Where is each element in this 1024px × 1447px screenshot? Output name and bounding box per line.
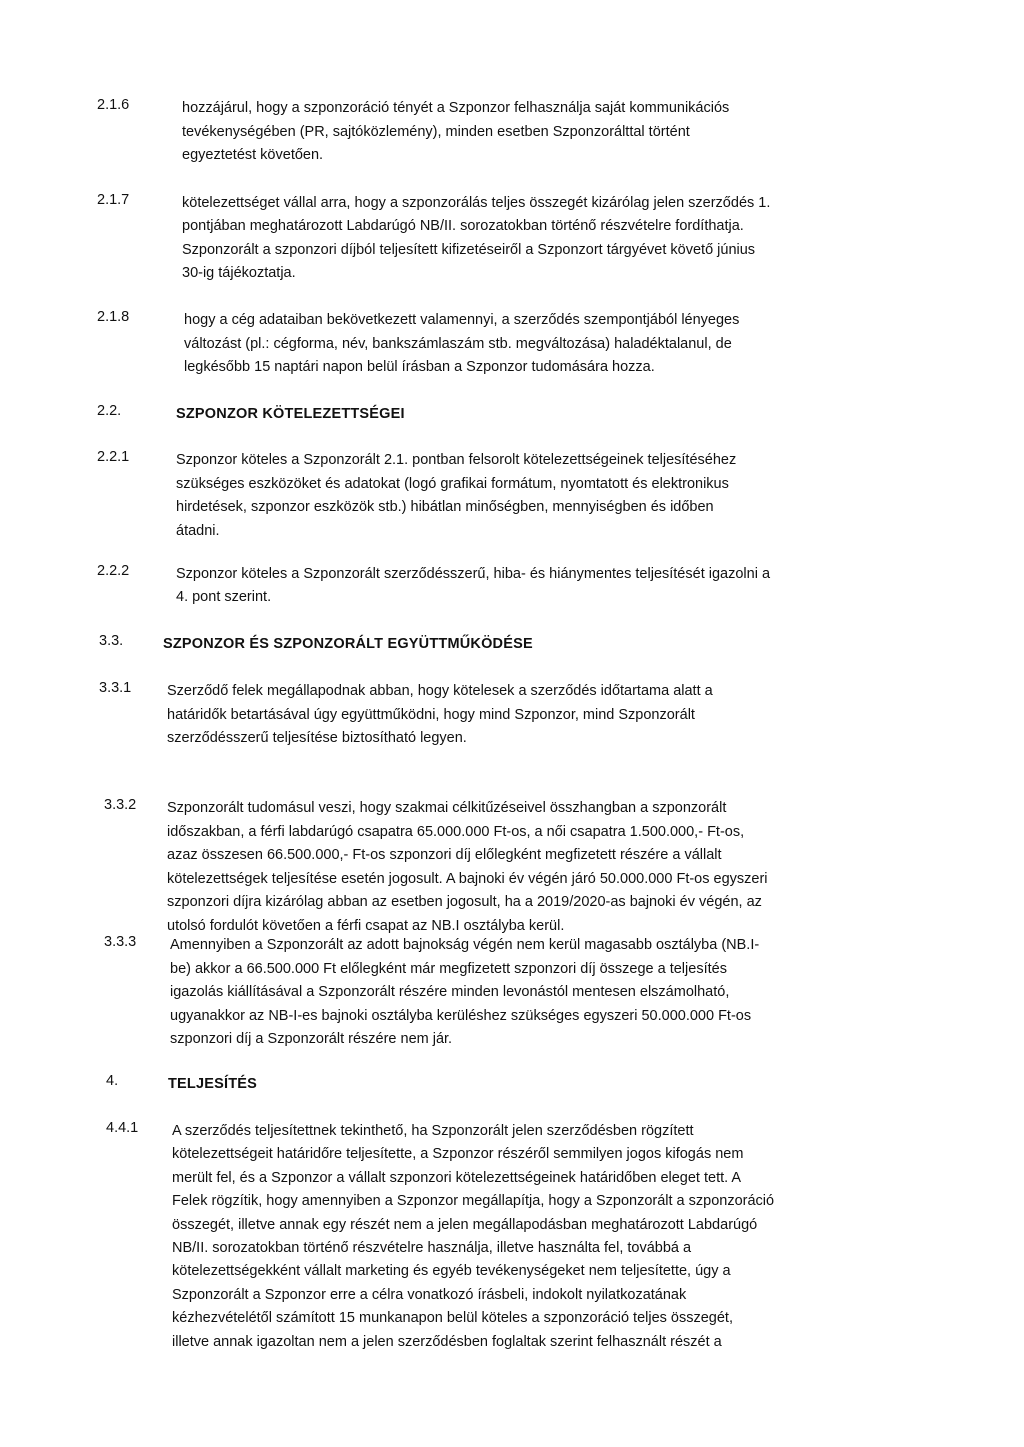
- text-line: hogy a cég adataiban bekövetkezett valamennyi, a szerződés szempontjából lényeges: [184, 312, 740, 328]
- text-line: összegét, illetve annak egy részét nem a jelen megállapodásban meghatározott Labdarúgó: [172, 1216, 758, 1233]
- text-line: Amennyiben a Szponzorált az adott bajnokság végén nem kerül magasabb osztályba (NB.I-: [170, 937, 760, 953]
- clause-number: 2.2.2: [97, 563, 130, 579]
- text-line: illetve annak igazoltan nem a jelen szerződésben foglaltak szerint felhasznált részét a: [172, 1333, 722, 1350]
- text-line: kötelezettségeit határidőre teljesítette, a Szponzor részéről semmilyen jogos kifogás nem: [172, 1146, 744, 1163]
- text-line: Szponzorált a Szponzor erre a célra vonatkozó írásbeli, indokolt nyilatkozatának: [172, 1286, 687, 1303]
- text-line: Szponzorált a szponzori díjból teljesített kifizetéseiről a Szponzort tárgyévet követő június: [182, 241, 756, 258]
- text-line: pontjában meghatározott Labdarúgó NB/II. sorozatokban történő részvételre fordíthatja.: [182, 218, 744, 235]
- clause-number: 2.1.7: [97, 192, 130, 208]
- text-line: Felek rögzítik, hogy amennyiben a Szponzor megállapítja, hogy a Szponzorált a szponzoráció: [172, 1193, 775, 1210]
- text-line: igazolás kiállításával a Szponzorált részére minden levonástól mentesen elszámolható,: [170, 984, 730, 1000]
- text-line: hozzájárul, hogy a szponzoráció tényét a Szponzor felhasználja saját kommunikációs: [182, 100, 730, 116]
- clause-number: 2.1.8: [97, 309, 130, 325]
- text-line: kötelezettséget vállal arra, hogy a szponzorálás teljes összegét kizárólag jelen szerződés 1.: [182, 195, 771, 211]
- text-line: szerződésszerű teljesítése biztosítható legyen.: [167, 730, 467, 746]
- clause-text: [182, 97, 885, 168]
- text-line: NB/II. sorozatokban történő részvételre használja, illetve használta fel, továbbá a: [172, 1240, 692, 1257]
- heading-number: 2.2.: [97, 403, 122, 419]
- text-line: A szerződés teljesítettnek tekinthető, ha Szponzorált jelen szerződésben rögzített: [172, 1123, 694, 1139]
- heading-title: [163, 633, 885, 656]
- clause-number: 2.1.6: [97, 97, 130, 113]
- text-line: kézhezvételétől számított 15 munkanapon belül köteles a szponzoráció teljes összegét,: [172, 1310, 733, 1327]
- text-line: szponzori díjra kizárólag abban az esetben jogosult, ha a 2019/2020-as bajnoki év végén, az: [167, 894, 762, 911]
- clause-text: [182, 192, 887, 285]
- clause-text: [167, 797, 886, 939]
- clause-text: [184, 309, 885, 380]
- heading-title: [176, 403, 885, 426]
- clause-text: [176, 449, 885, 544]
- heading-number: 4.: [106, 1073, 119, 1089]
- clause-number: 4.4.1: [106, 1120, 139, 1136]
- text-line: változást (pl.: cégforma, név, bankszámlaszám stb. megváltozása) haladéktalanul, de: [184, 335, 732, 352]
- heading-title: [168, 1073, 886, 1096]
- text-line: be) akkor a 66.500.000 Ft előlegként már megfizetett szponzori díj összege a teljesítés: [170, 960, 727, 977]
- text-line: időszakban, a férfi labdarúgó csapatra 65.000.000 Ft-os, a női csapatra 1.500.000,- Ft-os,: [167, 823, 745, 840]
- text-line: szponzori díj a Szponzorált részére nem jár.: [170, 1031, 453, 1047]
- clause-text: [172, 1120, 888, 1354]
- text-line: egyeztetést követően.: [182, 147, 324, 163]
- text-line: szükséges eszközöket és adatokat (logó grafikai formátum, nyomtatott és elektronikus: [176, 475, 729, 492]
- text-line: kötelezettségek teljesítése esetén jogosult. A bajnoki év végén járó 50.000.000 Ft-os egyszeri: [167, 870, 768, 887]
- text-line: átadni.: [176, 523, 220, 540]
- clause-text: [176, 563, 885, 609]
- text-line: utolsó fordulót követően a férfi csapat az NB.I osztályba kerül.: [167, 917, 565, 934]
- clause-number: 3.3.2: [104, 797, 137, 813]
- text-line: tevékenységében (PR, sajtóközlemény), minden esetben Szponzorálttal történt: [182, 123, 690, 140]
- text-line: 30-ig tájékoztatja.: [182, 264, 296, 281]
- clause-number: 2.2.1: [97, 449, 130, 465]
- text-line: határidők betartásával úgy együttműködni, hogy mind Szponzor, mind Szponzorált: [167, 706, 695, 723]
- text-line: hirdetések, szponzor eszközök stb.) hibátlan minőségben, mennyiségben és időben: [176, 499, 714, 516]
- heading-text: TELJESÍTÉS: [168, 1076, 258, 1092]
- heading-text: SZPONZOR ÉS SZPONZORÁLT EGYÜTTMŰKÖDÉSE: [163, 636, 533, 652]
- clause-number: 3.3.3: [104, 934, 137, 950]
- text-line: kötelezettségekként vállalt marketing és egyéb tevékenységeket nem teljesítette, úgy a: [172, 1263, 731, 1280]
- text-line: Szponzor köteles a Szponzorált 2.1. pontban felsorolt kötelezettségeinek teljesítéséhez: [176, 452, 737, 468]
- text-line: ugyanakkor az NB-I-es bajnoki osztályba kerüléshez szükséges egyszeri 50.000.000 Ft-os: [170, 1007, 752, 1024]
- text-line: legkésőbb 15 naptári napon belül írásban a Szponzor tudomására hozza.: [184, 359, 655, 375]
- text-line: Szerződő felek megállapodnak abban, hogy kötelesek a szerződés időtartama alatt a: [167, 683, 713, 699]
- text-line: Szponzor köteles a Szponzorált szerződésszerű, hiba- és hiánymentes teljesítését igazolni a: [176, 566, 771, 582]
- heading-number: 3.3.: [99, 633, 124, 649]
- text-line: 4. pont szerint.: [176, 589, 272, 605]
- text-line: Szponzorált tudomásul veszi, hogy szakmai célkitűzéseivel összhangban a szponzorált: [167, 800, 727, 816]
- clause-text: [167, 680, 883, 751]
- clause-text: [170, 934, 886, 1052]
- clause-number: 3.3.1: [99, 680, 132, 696]
- heading-text: SZPONZOR KÖTELEZETTSÉGEI: [176, 406, 405, 422]
- text-line: azaz összesen 66.500.000,- Ft-os szponzori díj előlegként megfizetett részére a vállalt: [167, 847, 722, 864]
- text-line: merült fel, és a Szponzor a vállalt szponzori kötelezettségeinek határidőben eleget tett. A: [172, 1169, 742, 1186]
